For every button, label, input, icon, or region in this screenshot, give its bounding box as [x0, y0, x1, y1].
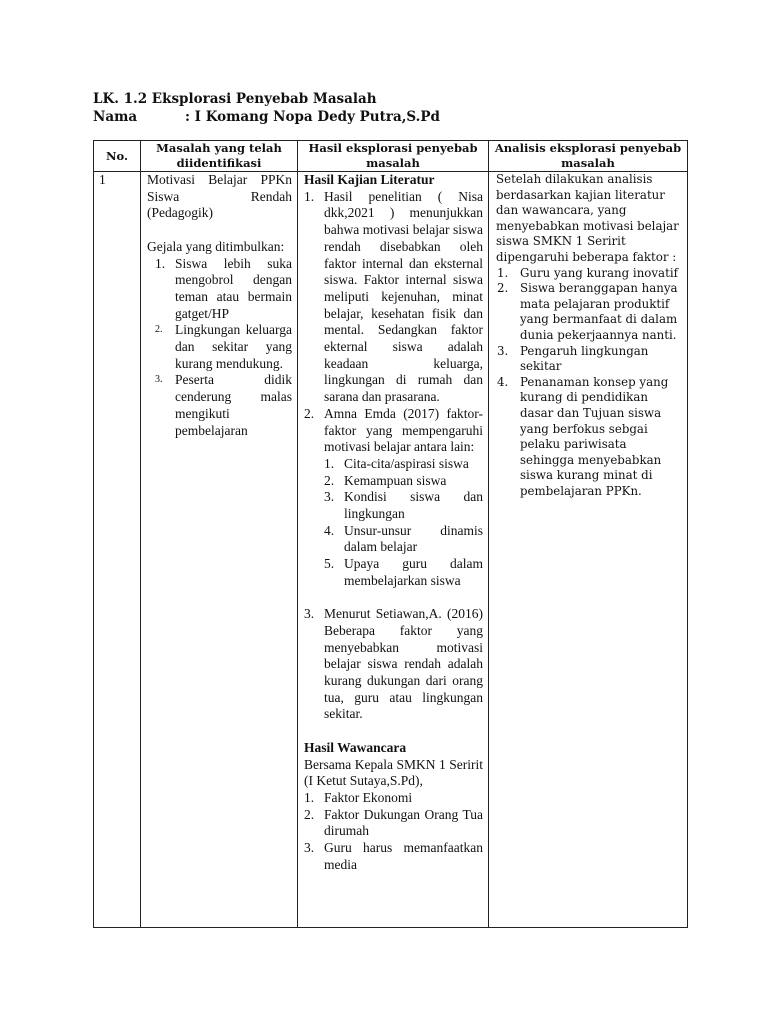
- list-item: 3. Pengaruh lingkungan sekitar: [497, 343, 649, 374]
- gejala-label: Gejala yang ditimbulkan:: [147, 238, 285, 254]
- wawancara-heading: Hasil Wawancara: [304, 739, 407, 755]
- list-item: 1. Cita-cita/aspirasi siswa: [324, 455, 469, 471]
- list-item: 4. Unsur-unsur dinamis dalam belajar: [324, 522, 483, 555]
- header-no: No.: [94, 141, 141, 172]
- list-item: 1. Faktor Ekonomi: [304, 789, 413, 805]
- list-item: 5. Upaya guru dalam membelajarkan siswa: [324, 556, 483, 588]
- list-item: 2. Faktor Dukungan Orang Tua dirumah: [304, 806, 483, 839]
- wawancara-list: [304, 790, 483, 874]
- list-item: 3. Guru harus memanfaatkan media: [304, 840, 483, 872]
- masalah-cell: [141, 172, 298, 928]
- list-item: 2. Kemampuan siswa: [324, 472, 447, 488]
- analisis-cell: [489, 172, 688, 928]
- list-item: 2. Lingkungan keluarga dan sekitar yang kurang mendukung.: [155, 322, 292, 371]
- header-masalah: Masalah yang telah diidentifikasi: [141, 141, 298, 172]
- exploration-table: [93, 140, 688, 928]
- header-hasil: Hasil eksplorasi penyebab masalah: [298, 141, 489, 172]
- list-item: 1. Hasil penelitian ( Nisa dkk,2021 ) menunjukkan bahwa motivasi belajar siswa rendah disebabkan oleh faktor internal dan eksternal siswa. Faktor internal siswa meliputi kejenuhan, minat belajar, kesehatan fisik dan mental. Sedangkan faktor ekternal siswa adalah keadaan keluarga, lingkungan di rumah dan sarana dan prasarana.: [304, 188, 483, 405]
- document-title: LK. 1.2 Eksplorasi Penyebab Masalah: [93, 91, 377, 107]
- header-analisis: Analisis eksplorasi penyebab masalah: [489, 141, 688, 172]
- gejala-list: [147, 256, 292, 440]
- hasil-cell: [298, 172, 489, 928]
- name-value: : I Komang Nopa Dedy Putra,S.Pd: [185, 109, 440, 125]
- table-row: [94, 172, 688, 928]
- row-number: 1: [94, 172, 141, 928]
- wawancara-intro: Bersama Kepala SMKN 1 Seririt (I Ketut Sutaya,S.Pd),: [304, 756, 483, 789]
- analisis-list: [496, 266, 682, 500]
- list-item: 2. Amna Emda (2017) faktor-faktor yang mempengaruhi motivasi belajar antara lain: 1. Cita-cita/aspirasi siswa 2. Kemampuan siswa 3. Kondisi siswa dan lingkungan 4. Unsur-unsur dinamis dalam belajar 5. Upaya guru dalam membelajarkan siswa: [304, 405, 483, 588]
- list-item: 2. Siswa beranggapan hanya mata pelajaran produktif yang bermanfaat di dalam dunia pekerjaannya nanti.: [497, 281, 678, 342]
- list-item: 1. Siswa lebih suka mengobrol dengan teman atau bermain gatget/HP: [155, 255, 292, 321]
- list-item: 4. Penanaman konsep yang kurang di pendidikan dasar dan Tujuan siswa yang berfokus sebgai pelaku pariwisata sehingga menyebabkan siswa kurang minat di pembelajaran PPKn.: [497, 374, 669, 498]
- literatur-list-3: [304, 606, 483, 723]
- masalah-title: Motivasi Belajar PPKn Siswa Rendah (Pedagogik): [147, 172, 292, 221]
- list-item: 3. Peserta didik cenderung malas mengikuti pembelajaran: [155, 372, 292, 438]
- name-label: Nama: [93, 109, 138, 125]
- analisis-intro: Setelah dilakukan analisis berdasarkan kajian literatur dan wawancara, yang menyebabkan motivasi belajar siswa SMKN 1 Seririt dipengaruhi beberapa faktor :: [496, 172, 679, 264]
- literatur-heading: Hasil Kajian Literatur: [304, 172, 435, 187]
- list-item: 1. Guru yang kurang inovatif: [497, 265, 678, 280]
- faktor-sublist: [324, 456, 483, 590]
- list-item: 3. Kondisi siswa dan lingkungan: [324, 489, 483, 522]
- table-header-row: [94, 141, 688, 172]
- list-item: 3. Menurut Setiawan,A. (2016) Beberapa faktor yang menyebabkan motivasi belajar siswa rendah adalah kurang dukungan dari orang tua, guru atau lingkungan sekitar.: [304, 606, 483, 722]
- name-line: [93, 108, 440, 126]
- literatur-list: [304, 189, 483, 590]
